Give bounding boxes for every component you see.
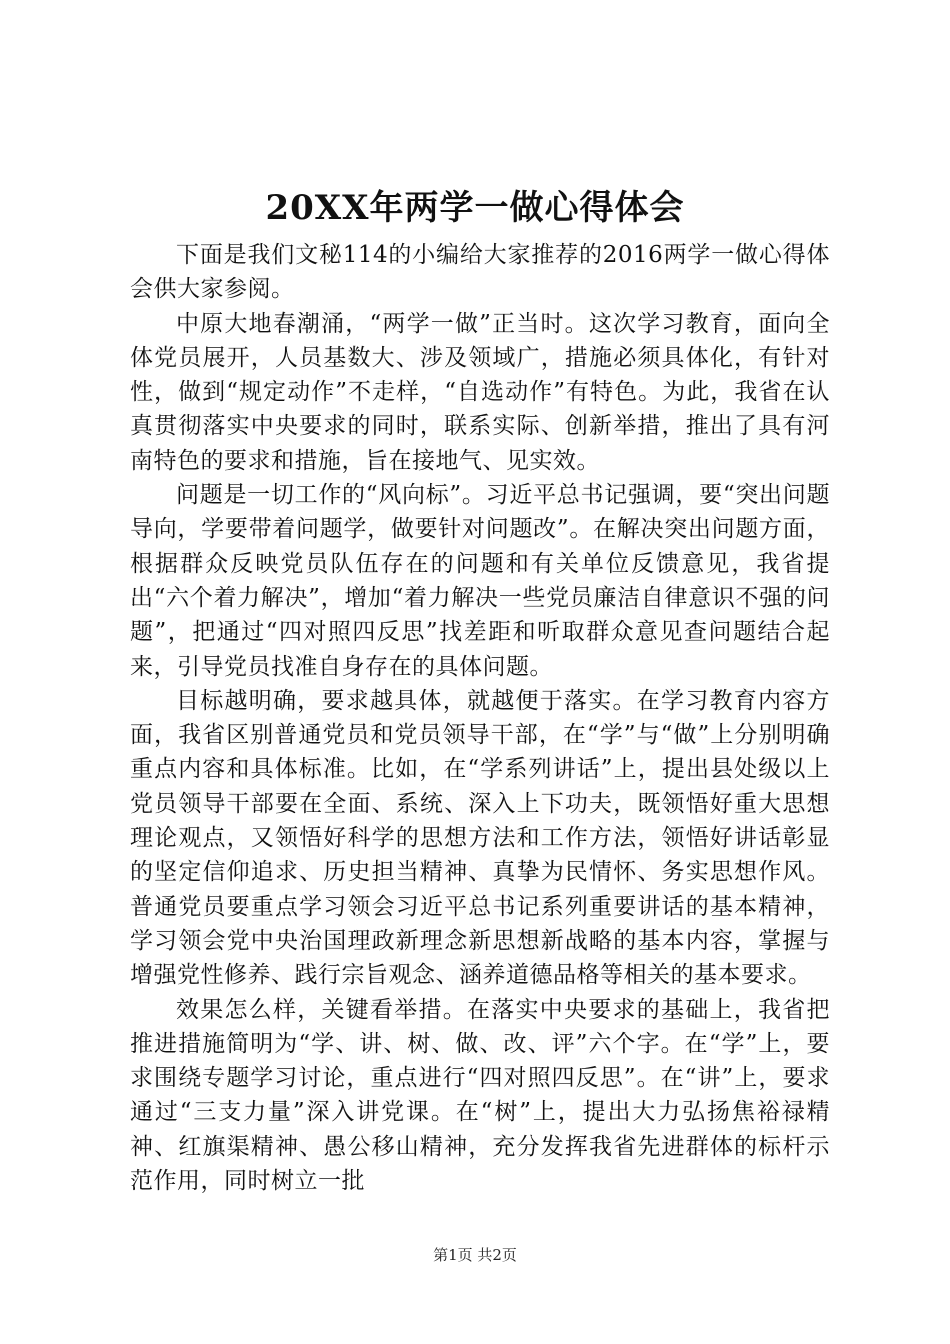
- paragraph-3: 目标越明确，要求越具体，就越便于落实。在学习教育内容方面，我省区别普通党员和党员领导干部，在“学”与“做”上分别明确重点内容和具体标准。比如，在“学系列讲话”上，提出县处级以上党员领导干部要在全面、系统、深入上下功夫，既领悟好重大思想理论观点，又领悟好科学的思想方法和工作方法，领悟好讲话彰显的坚定信仰追求、历史担当精神、真挚为民情怀、务实思想作风。普通党员要重点学习领会习近平总书记系列重要讲话的基本精神，学习领会党中央治国理政新理念新思想新战略的基本内容，掌握与增强党性修养、践行宗旨观念、涵养道德品格等相关的基本要求。: [130, 687, 830, 989]
- paragraph-intro: 下面是我们文秘114的小编给大家推荐的2016两学一做心得体会供大家参阅。: [130, 242, 830, 303]
- document-body: [130, 238, 830, 1198]
- paragraph-1: 中原大地春潮涌，“两学一做”正当时。这次学习教育，面向全体党员展开，人员基数大、涉及领域广，措施必须具体化，有针对性，做到“规定动作”不走样，“自选动作”有特色。为此，我省在认真贯彻落实中央要求的同时，联系实际、创新举措，推出了具有河南特色的要求和措施，旨在接地气、见实效。: [130, 310, 830, 474]
- page-number-footer: 第1页 共2页: [433, 1246, 517, 1264]
- paragraph-2: 问题是一切工作的“风向标”。习近平总书记强调，要“突出问题导向，学要带着问题学，做要针对问题改”。在解决突出问题方面，根据群众反映党员队伍存在的问题和有关单位反馈意见，我省提出“六个着力解决”，增加“着力解决一些党员廉洁自律意识不强的问题”，把通过“四对照四反思”找差距和听取群众意见查问题结合起来，引导党员找准自身存在的具体问题。: [130, 482, 830, 680]
- paragraph-4: 效果怎么样，关键看举措。在落实中央要求的基础上，我省把推进措施简明为“学、讲、树、做、改、评”六个字。在“学”上，要求围绕专题学习讨论，重点进行“四对照四反思”。在“讲”上，要求通过“三支力量”深入讲党课。在“树”上，提出大力弘扬焦裕禄精神、红旗渠精神、愚公移山精神，充分发挥我省先进群体的标杆示范作用，同时树立一批: [130, 996, 830, 1195]
- document-title: 20XX年两学一做心得体会: [265, 188, 685, 228]
